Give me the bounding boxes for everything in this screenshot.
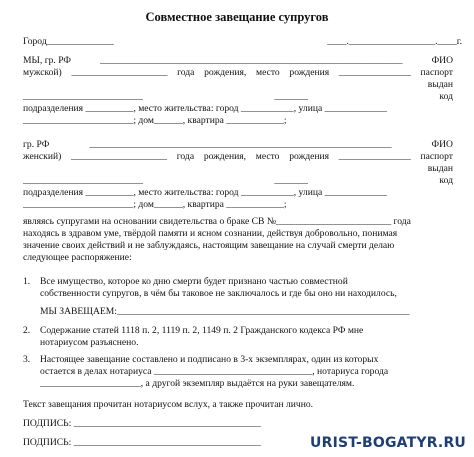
spouse1-address-line: подразделения __________, место жительства: город ___________, улица _____________ [23, 103, 387, 114]
item-3-number: 3. [23, 354, 31, 365]
spouse2-issued-line: _________________________ _______ код [23, 175, 453, 186]
signature-line-2: ПОДПИСЬ: _______________________________________ [23, 437, 261, 448]
intro-line-3: значение своих действий и не заблуждаясь, настоящим завещание на случай смерти делаю [23, 240, 395, 251]
signature-line-1: ПОДПИСЬ: _______________________________________ [23, 418, 261, 429]
spouse2-name-line: гр. РФ _______________________________________________________________ ФИО [23, 139, 453, 150]
watermark-logo: URIST-BOGATYR.RU [310, 435, 466, 451]
intro-line-4: следующее распоряжение: [23, 252, 132, 263]
item-1-number: 1. [23, 276, 31, 287]
bequest-line: МЫ ЗАВЕЩАЕМ:_____________________________________________________________ [40, 306, 410, 317]
document-title: Совместное завещание супругов [145, 10, 329, 24]
item-3-line-1: Настоящее завещание составлено и подписано в 3-х экземплярах, один из которых [40, 354, 379, 365]
item-2-number: 2. [23, 325, 31, 336]
item-2-line-1: Содержание статей 1118 п. 2, 1119 п. 2, 1149 п. 2 Гражданского кодекса РФ мне [40, 325, 364, 336]
date-field: ____.__________________.____г. [327, 36, 462, 47]
spouse1-passport-line: выдан [427, 79, 453, 90]
intro-line-2: находясь в здравом уме, твёрдой памяти и ясном сознании, действуя добровольно, понимая [23, 228, 398, 239]
spouse2-birth-line: женский) ____________________ года рождения, место рождения _______________ паспорт [23, 151, 453, 162]
intro-line-1: являясь супругами на основании свидетельства о браке СВ №________________________ года [23, 216, 411, 227]
spouse2-address-line: подразделения __________, место жительства: город ___________, улица _____________ [23, 187, 387, 198]
item-3-line-3: _____________________, а другой экземпляр выдаётся на руки завещателям. [40, 378, 355, 389]
spouse1-birth-line: мужской) ____________________ года рождения, место рождения _______________ паспорт [23, 67, 453, 78]
city-field: Город______________ [23, 36, 114, 47]
spouse1-issued-line: _________________________ _______ код [23, 91, 453, 102]
spouse1-house-line: _______________________; дом______, квартира ____________; [23, 115, 287, 126]
item-2-line-2: нотариусом разъяснено. [40, 337, 139, 348]
spouse2-house-line: _______________________; дом______, квартира ____________; [23, 199, 287, 210]
footer-statement: Текст завещания прочитан нотариусом вслух, а также прочитан лично. [23, 399, 314, 410]
item-1-line-1: Все имущество, которое ко дню смерти будет признано частью совместной [40, 276, 348, 287]
item-3-line-2: остается в делах нотариуса _________________________________, нотариуса города [40, 366, 389, 377]
spouse2-passport-line: выдан [427, 163, 453, 174]
spouse1-name-line: МЫ, гр. РФ _______________________________________________________________ ФИО [23, 55, 453, 66]
item-1-line-2: собственности супругов, в чём бы таковое не заключалось и где бы оно ни находилось, [40, 288, 397, 299]
